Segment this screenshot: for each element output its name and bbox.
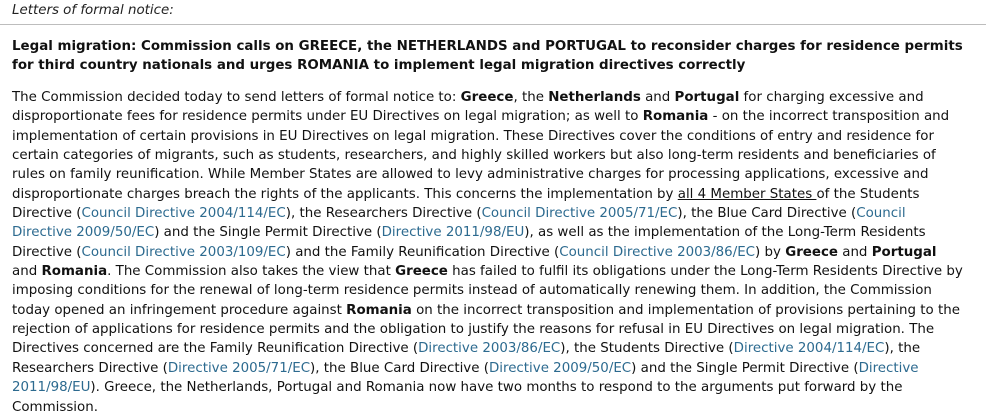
text: and — [837, 244, 872, 260]
body-line: rejection of applications for residence permits and the obligation to justify the reasons for refusal in EU Directives on legal migration. The — [12, 322, 935, 338]
country-romania: Romania — [346, 302, 412, 318]
directive-link-2004-114-b[interactable]: Directive 2004/114/EC — [733, 341, 885, 357]
body-paragraph — [12, 88, 982, 417]
body-line: rules on family reunification. While Member States are allowed to levy administrative charges for processing applications, excessive and — [12, 167, 929, 183]
country-portugal: Portugal — [674, 90, 740, 105]
body-line — [12, 204, 982, 223]
directive-link-2011-98-b-part2[interactable]: 2011/98/EU — [12, 380, 91, 396]
body-line — [12, 262, 982, 281]
member-states-link[interactable]: all 4 Member States — [677, 186, 817, 202]
text: Directive ( — [12, 206, 82, 222]
directive-link-2011-98-b-part1[interactable]: Directive — [858, 360, 919, 376]
directive-link-2003-86[interactable]: Council Directive 2003/86/EC — [559, 244, 756, 260]
directive-link-2005-71[interactable]: Council Directive 2005/71/EC — [481, 206, 678, 222]
body-line — [12, 301, 982, 320]
directive-link-2003-109[interactable]: Council Directive 2003/109/EC — [81, 244, 286, 260]
body-line — [12, 223, 982, 242]
country-romania: Romania — [41, 264, 108, 280]
headline — [12, 37, 982, 76]
text: ), the Blue Card Directive ( — [677, 206, 857, 222]
country-netherlands: Netherlands — [548, 90, 641, 105]
text: and — [640, 90, 675, 105]
headline-line-1: Legal migration: Commission calls on GREECE, the NETHERLANDS and PORTUGAL to reconsider charges for residence permits — [12, 39, 963, 54]
text: ), the Blue Card Directive ( — [310, 360, 489, 376]
text: of the Students — [816, 186, 920, 202]
body-line: imposing conditions for the renewal of long-term residence permits instead of automatically renewing them. In addition, the Commission — [12, 283, 932, 299]
text: today opened an infringement procedure against — [12, 302, 347, 318]
section-label: Letters of formal notice: — [12, 3, 174, 18]
divider — [0, 24, 986, 25]
directive-link-2011-98[interactable]: Directive 2011/98/EU — [381, 225, 525, 241]
text: ) and the Single Permit Directive ( — [154, 225, 382, 241]
body-line — [12, 185, 982, 204]
directive-link-2009-50-part2[interactable]: Directive 2009/50/EC — [12, 225, 155, 241]
country-greece: Greece — [785, 244, 838, 260]
body-line: certain categories of migrants, such as students, researchers, and highly skilled workers but also long-term residents and beneficiaries of — [12, 148, 936, 164]
text: disproportionate fees for residence permits under EU Directives on legal migration; as well to — [12, 109, 643, 125]
text: Directives concerned are the Family Reunification Directive ( — [12, 341, 419, 357]
body-line — [12, 107, 982, 126]
directive-link-2009-50-part1[interactable]: Council — [856, 206, 906, 222]
text: - on the incorrect transposition and — [708, 109, 950, 125]
text: ) by — [755, 244, 786, 260]
text: The Commission decided today to send letters of formal notice to: — [12, 90, 461, 105]
text: and — [12, 264, 42, 280]
text: , the — [513, 90, 549, 105]
country-greece: Greece — [395, 264, 448, 280]
body-line: implementation of certain provisions in EU Directives on legal migration. These Directives cover the conditions of entry and residence for — [12, 128, 934, 144]
text: ), the — [884, 341, 921, 357]
text: for charging excessive and — [739, 90, 924, 105]
country-portugal: Portugal — [871, 244, 937, 260]
body-line — [12, 243, 982, 262]
text: Directive ( — [12, 244, 82, 260]
text: ), the Researchers Directive ( — [285, 206, 482, 222]
headline-line-2: for third country nationals and urges ROMANIA to implement legal migration directives correctly — [12, 58, 746, 74]
text: ). Greece, the Netherlands, Portugal and Romania now have two months to respond to the arguments put forward by the — [90, 380, 903, 396]
body-line — [12, 339, 982, 358]
body-line: Commission. — [12, 399, 98, 415]
text: has failed to fulfil its obligations under the Long-Term Residents Directive by — [447, 264, 963, 280]
text: . The Commission also takes the view that — [107, 264, 396, 280]
body-line — [12, 378, 982, 397]
directive-link-2003-86-b[interactable]: Directive 2003/86/EC — [418, 341, 561, 357]
text: on the incorrect transposition and implementation of provisions pertaining to the — [411, 302, 960, 318]
text: Researchers Directive ( — [12, 360, 168, 376]
text: ) and the Single Permit Directive ( — [631, 360, 859, 376]
country-romania: Romania — [642, 109, 709, 125]
text: ), as well as the implementation of the Long-Term Residents — [524, 225, 926, 241]
body-line — [12, 88, 982, 107]
directive-link-2004-114[interactable]: Council Directive 2004/114/EC — [81, 206, 286, 222]
text: ) and the Family Reunification Directive ( — [285, 244, 560, 260]
body-line — [12, 359, 982, 378]
country-greece: Greece — [460, 90, 514, 105]
directive-link-2005-71-b[interactable]: Directive 2005/71/EC — [167, 360, 311, 376]
text: disproportionate charges breach the rights of the applicants. This concerns the implementation by — [12, 186, 678, 202]
directive-link-2009-50-b[interactable]: Directive 2009/50/EC — [488, 360, 632, 376]
text: ), the Students Directive ( — [560, 341, 734, 357]
